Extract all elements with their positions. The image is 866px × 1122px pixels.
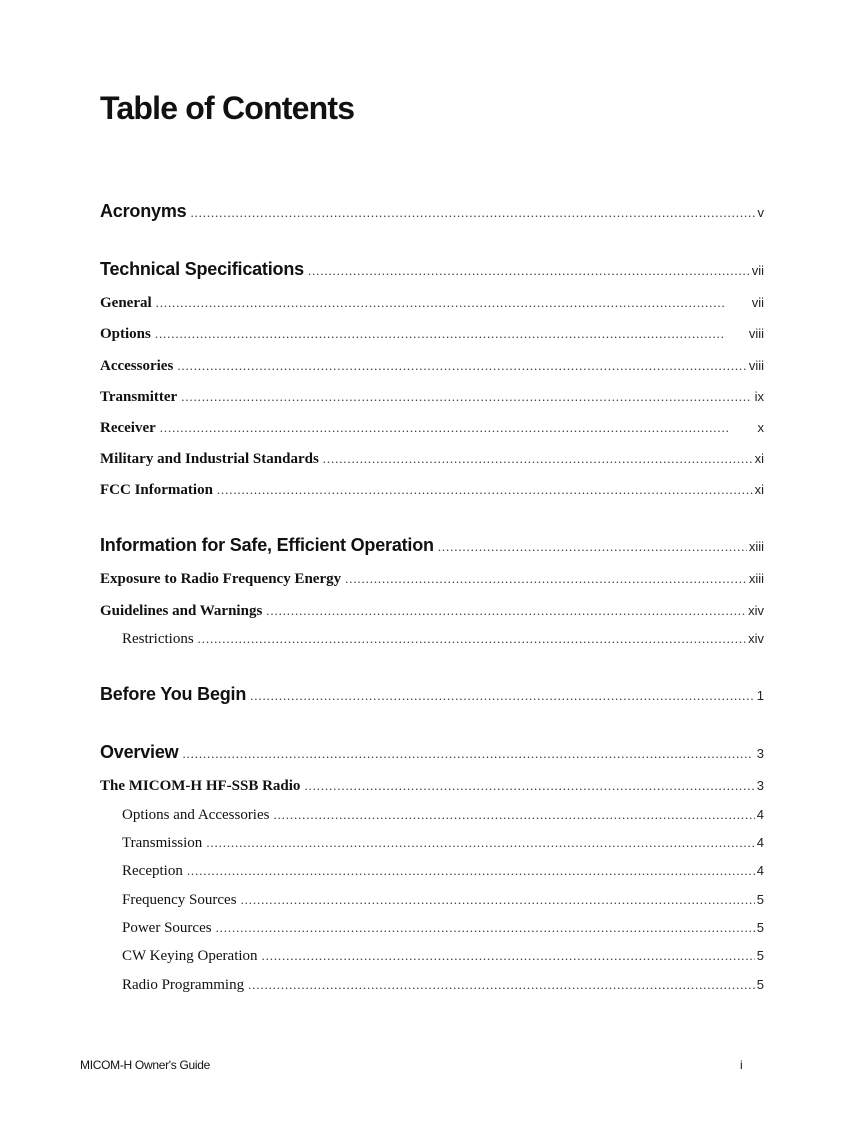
- toc-entry-accessories[interactable]: [100, 358, 764, 375]
- toc-entry-micom-radio[interactable]: [100, 778, 764, 795]
- dot-leader: [187, 863, 755, 879]
- toc-entry-page: 5: [756, 920, 764, 935]
- toc-entry-label: Technical Specifications: [100, 259, 304, 279]
- toc-entry-page: 3: [756, 746, 764, 761]
- toc-entry-page: vii: [751, 263, 764, 278]
- dot-leader: [155, 326, 747, 342]
- dot-leader: [266, 603, 746, 619]
- toc-entry-label: Overview: [100, 742, 179, 762]
- toc-entry-transmitter[interactable]: [100, 389, 764, 406]
- footer-guide-title: MICOM-H Owner's Guide: [80, 1058, 211, 1072]
- toc-entry-label: Acronyms: [100, 201, 187, 221]
- toc-entry-options-accessories[interactable]: [122, 807, 764, 824]
- dot-leader: [323, 451, 753, 467]
- toc-entry-page: v: [757, 205, 764, 220]
- toc-entry-label: Radio Programming: [122, 977, 245, 993]
- toc-entry-page: xiii: [748, 571, 764, 586]
- toc-entry-label: Accessories: [100, 358, 174, 374]
- dot-leader: [181, 389, 752, 405]
- footer-page-number: i: [740, 1058, 743, 1072]
- dot-leader: [438, 539, 747, 555]
- dot-leader: [248, 977, 755, 993]
- toc-entry-label: FCC Information: [100, 482, 213, 498]
- toc-entry-page: 5: [756, 892, 764, 907]
- toc-entry-page: 5: [756, 948, 764, 963]
- toc-entry-page: viii: [748, 358, 764, 373]
- toc-entry-label: Guidelines and Warnings: [100, 603, 263, 619]
- dot-leader: [160, 420, 756, 436]
- toc-entry-page: ix: [754, 389, 764, 404]
- dot-leader: [198, 631, 746, 647]
- toc-entry-page: vii: [751, 295, 764, 310]
- dot-leader: [345, 571, 747, 587]
- toc-entry-rf-exposure[interactable]: [100, 571, 764, 588]
- toc-entry-restrictions[interactable]: [122, 631, 764, 648]
- toc-entry-label: Options and Accessories: [122, 807, 270, 823]
- toc-entry-receiver[interactable]: [100, 420, 764, 437]
- toc-entry-label: Receiver: [100, 420, 156, 436]
- dot-leader: [216, 920, 755, 936]
- toc-entry-frequency-sources[interactable]: [122, 892, 764, 909]
- toc-entry-overview[interactable]: [100, 742, 764, 763]
- toc-entry-page: 4: [756, 807, 764, 822]
- dot-leader: [177, 358, 747, 374]
- dot-leader: [308, 263, 750, 279]
- toc-entry-label: Transmission: [122, 835, 203, 851]
- toc-entry-page: 3: [756, 778, 764, 793]
- toc-entry-label: Frequency Sources: [122, 892, 237, 908]
- dot-leader: [190, 205, 755, 221]
- toc-entry-page: xi: [754, 482, 764, 497]
- toc-entry-page: 5: [756, 977, 764, 992]
- toc-entry-reception[interactable]: [122, 863, 764, 880]
- toc-entry-page: xiii: [748, 539, 764, 554]
- dot-leader: [206, 835, 754, 851]
- toc-entry-label: Reception: [122, 863, 183, 879]
- toc-entry-label: Military and Industrial Standards: [100, 451, 319, 467]
- toc-entry-page: xi: [754, 451, 764, 466]
- toc-entry-fcc-information[interactable]: [100, 482, 764, 499]
- toc-entry-label: Options: [100, 326, 151, 342]
- toc-entry-options[interactable]: [100, 326, 764, 343]
- toc-entry-military-standards[interactable]: [100, 451, 764, 468]
- toc-entry-page: 1: [756, 688, 764, 703]
- dot-leader: [241, 892, 755, 908]
- toc-entry-page: xiv: [748, 631, 764, 646]
- toc-entry-page: x: [757, 420, 764, 435]
- toc-entry-technical-specifications[interactable]: [100, 259, 764, 280]
- toc-entry-label: General: [100, 295, 152, 311]
- toc-entry-page: 4: [756, 863, 764, 878]
- toc-entry-safe-operation[interactable]: [100, 535, 764, 556]
- dot-leader: [273, 807, 754, 823]
- toc-entry-page: xiv: [748, 603, 764, 618]
- toc-entry-acronyms[interactable]: [100, 201, 764, 222]
- toc-entry-label: Power Sources: [122, 920, 212, 936]
- dot-leader: [156, 295, 750, 311]
- toc-entry-page: 4: [756, 835, 764, 850]
- dot-leader: [250, 688, 755, 704]
- toc-entry-transmission[interactable]: [122, 835, 764, 852]
- toc-entry-guidelines-warnings[interactable]: [100, 603, 764, 620]
- toc-entry-general[interactable]: [100, 295, 764, 312]
- toc-entry-power-sources[interactable]: [122, 920, 764, 937]
- toc-entry-label: Exposure to Radio Frequency Energy: [100, 571, 342, 587]
- toc-entry-label: Restrictions: [122, 631, 194, 647]
- dot-leader: [182, 746, 754, 762]
- toc-entry-radio-programming[interactable]: [122, 977, 764, 994]
- toc-entry-label: Transmitter: [100, 389, 178, 405]
- toc-entry-label: The MICOM-H HF-SSB Radio: [100, 778, 301, 794]
- dot-leader: [304, 778, 754, 794]
- toc-entry-label: Before You Begin: [100, 684, 247, 704]
- toc-entry-label: CW Keying Operation: [122, 948, 258, 964]
- toc-entry-page: viii: [748, 326, 764, 341]
- dot-leader: [262, 948, 755, 964]
- dot-leader: [217, 482, 753, 498]
- toc-entry-before-you-begin[interactable]: [100, 684, 764, 705]
- toc-entry-cw-keying[interactable]: [122, 948, 764, 965]
- page-title: Table of Contents: [100, 90, 355, 126]
- toc-entry-label: Information for Safe, Efficient Operation: [100, 535, 434, 555]
